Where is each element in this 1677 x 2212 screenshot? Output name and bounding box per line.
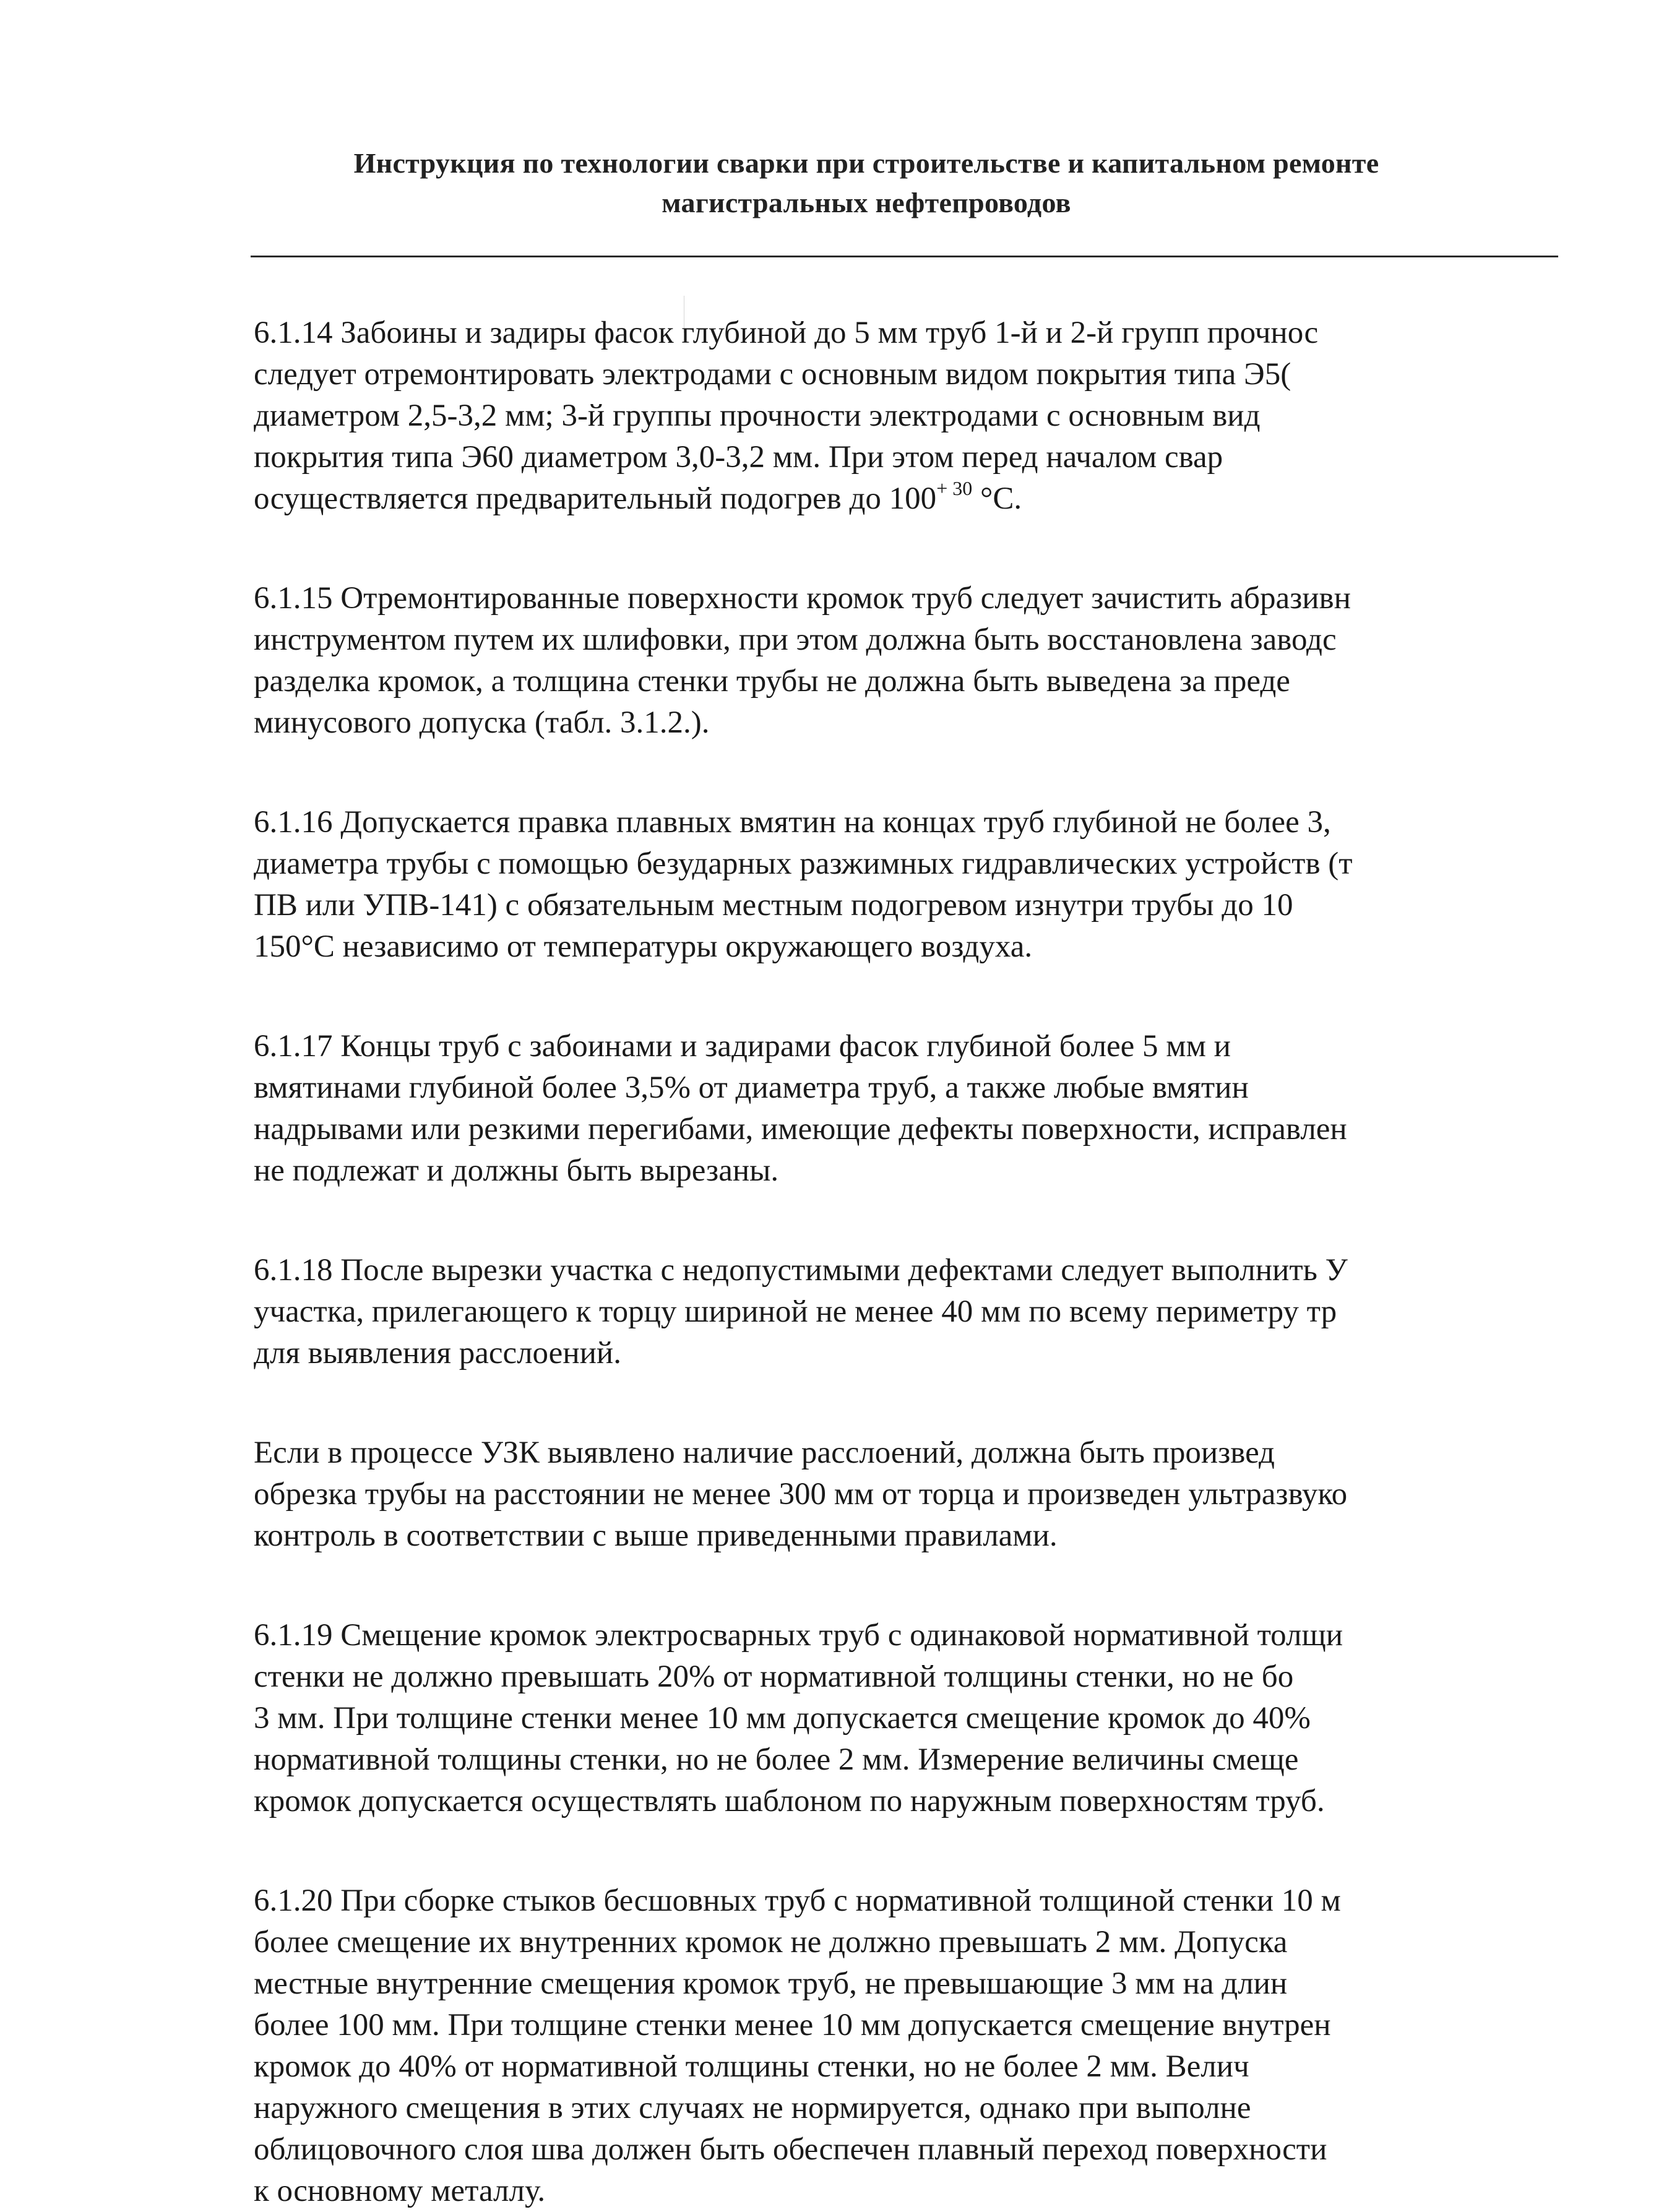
paragraph-line: более 100 мм. При толщине стенки менее 10 мм допускается смещение внутрен	[254, 2008, 1331, 2042]
paragraph-line: стенки не должно превышать 20% от нормативной толщины стенки, но не бо	[254, 1659, 1294, 1694]
section-6-1-18-continuation	[254, 1432, 1677, 1557]
paragraph-line: контроль в соответствии с выше приведенными правилами.	[254, 1518, 1058, 1553]
paragraph-line: диаметром 2,5-3,2 мм; 3-й группы прочности электродами с основным вид	[254, 398, 1261, 433]
paragraph-line: диаметра трубы с помощью безударных разжимных гидравлических устройств (т	[254, 846, 1353, 881]
document-body	[254, 312, 1677, 2212]
paragraph-line: следует отремонтировать электродами с основным видом покрытия типа Э5(	[254, 357, 1291, 392]
paragraph-line: к основному металлу.	[254, 2174, 546, 2208]
paragraph-line: инструментом путем их шлифовки, при этом должна быть восстановлена заводс	[254, 622, 1337, 657]
paragraph-line: 6.1.18 После вырезки участка с недопустимыми дефектами следует выполнить У	[254, 1253, 1348, 1288]
paragraph-line: 6.1.19 Смещение кромок электросварных труб с одинаковой нормативной толщи	[254, 1618, 1343, 1653]
paragraph-line: не подлежат и должны быть вырезаны.	[254, 1153, 779, 1188]
paragraph-line: наружного смещения в этих случаях не нормируется, однако при выполне	[254, 2091, 1251, 2125]
paragraph-line: кромок до 40% от нормативной толщины стенки, но не более 2 мм. Велич	[254, 2049, 1249, 2084]
paragraph-line: вмятинами глубиной более 3,5% от диаметра труб, а также любые вмятин	[254, 1070, 1249, 1105]
paragraph-line: обрезка трубы на расстоянии не менее 300 мм от торца и произведен ультразвуко	[254, 1477, 1348, 1512]
paragraph-line: 6.1.20 При сборке стыков бесшовных труб с нормативной толщиной стенки 10 м	[254, 1883, 1341, 1918]
header-divider	[251, 256, 1558, 257]
paragraph-line: 6.1.14 Забоины и задиры фасок глубиной до 5 мм труб 1-й и 2-й групп прочнос	[254, 316, 1319, 350]
paragraph-line: 6.1.16 Допускается правка плавных вмятин на концах труб глубиной не более 3,	[254, 805, 1331, 840]
paragraph-line: более смещение их внутренних кромок не должно превышать 2 мм. Допуска	[254, 1925, 1288, 1960]
section-6-1-15	[254, 578, 1677, 744]
paragraph-line	[254, 478, 1677, 520]
section-6-1-16	[254, 802, 1677, 968]
paragraph-line: покрытия типа Э60 диаметром 3,0-3,2 мм. При этом перед началом свар	[254, 440, 1223, 475]
paragraph-line: для выявления расслоений.	[254, 1336, 621, 1371]
paragraph-line: минусового допуска (табл. 3.1.2.).	[254, 705, 710, 740]
section-6-1-18	[254, 1250, 1677, 1374]
paragraph-line: ПВ или УПВ-141) с обязательным местным подогревом изнутри трубы до 10	[254, 888, 1293, 923]
paragraph-line: кромок допускается осуществлять шаблоном по наружным поверхностям труб.	[254, 1784, 1325, 1818]
section-6-1-19	[254, 1615, 1677, 1822]
section-6-1-20	[254, 1880, 1677, 2212]
paragraph-line: облицовочного слоя шва должен быть обеспечен плавный переход поверхности	[254, 2132, 1327, 2167]
paragraph-line: участка, прилегающего к торцу шириной не менее 40 мм по всему периметру тр	[254, 1294, 1337, 1329]
temperature-unit: °С.	[972, 481, 1022, 516]
paragraph-line: 6.1.17 Концы труб с забоинами и задирами фасок глубиной более 5 мм и	[254, 1029, 1231, 1064]
paragraph-line: надрывами или резкими перегибами, имеющие дефекты поверхности, исправлен	[254, 1112, 1347, 1147]
paragraph-line: разделка кромок, а толщина стенки трубы не должна быть выведена за преде	[254, 664, 1290, 699]
paragraph-line: 3 мм. При толщине стенки менее 10 мм допускается смещение кромок до 40%	[254, 1701, 1311, 1736]
section-6-1-14	[254, 312, 1677, 520]
header-title-line-2: магистральных нефтепроводов	[662, 187, 1071, 218]
paragraph-line: местные внутренние смещения кромок труб, не превышающие 3 мм на длин	[254, 1966, 1288, 2001]
paragraph-line: 6.1.15 Отремонтированные поверхности кромок труб следует зачистить абразивн	[254, 581, 1351, 616]
paragraph-line: 150°С независимо от температуры окружающего воздуха.	[254, 929, 1033, 964]
document-header	[223, 144, 1510, 223]
paragraph-line: нормативной толщины стенки, но не более 2 мм. Измерение величины смеще	[254, 1742, 1299, 1777]
paragraph-line: Если в процессе УЗК выявлено наличие расслоений, должна быть произвед	[254, 1435, 1275, 1470]
temperature-tolerance: + 30	[936, 477, 973, 499]
header-title-line-1: Инструкция по технологии сварки при строительстве и капитальном ремонте	[353, 147, 1379, 179]
section-6-1-17	[254, 1026, 1677, 1192]
preheat-text: осуществляется предварительный подогрев до 100	[254, 481, 937, 516]
